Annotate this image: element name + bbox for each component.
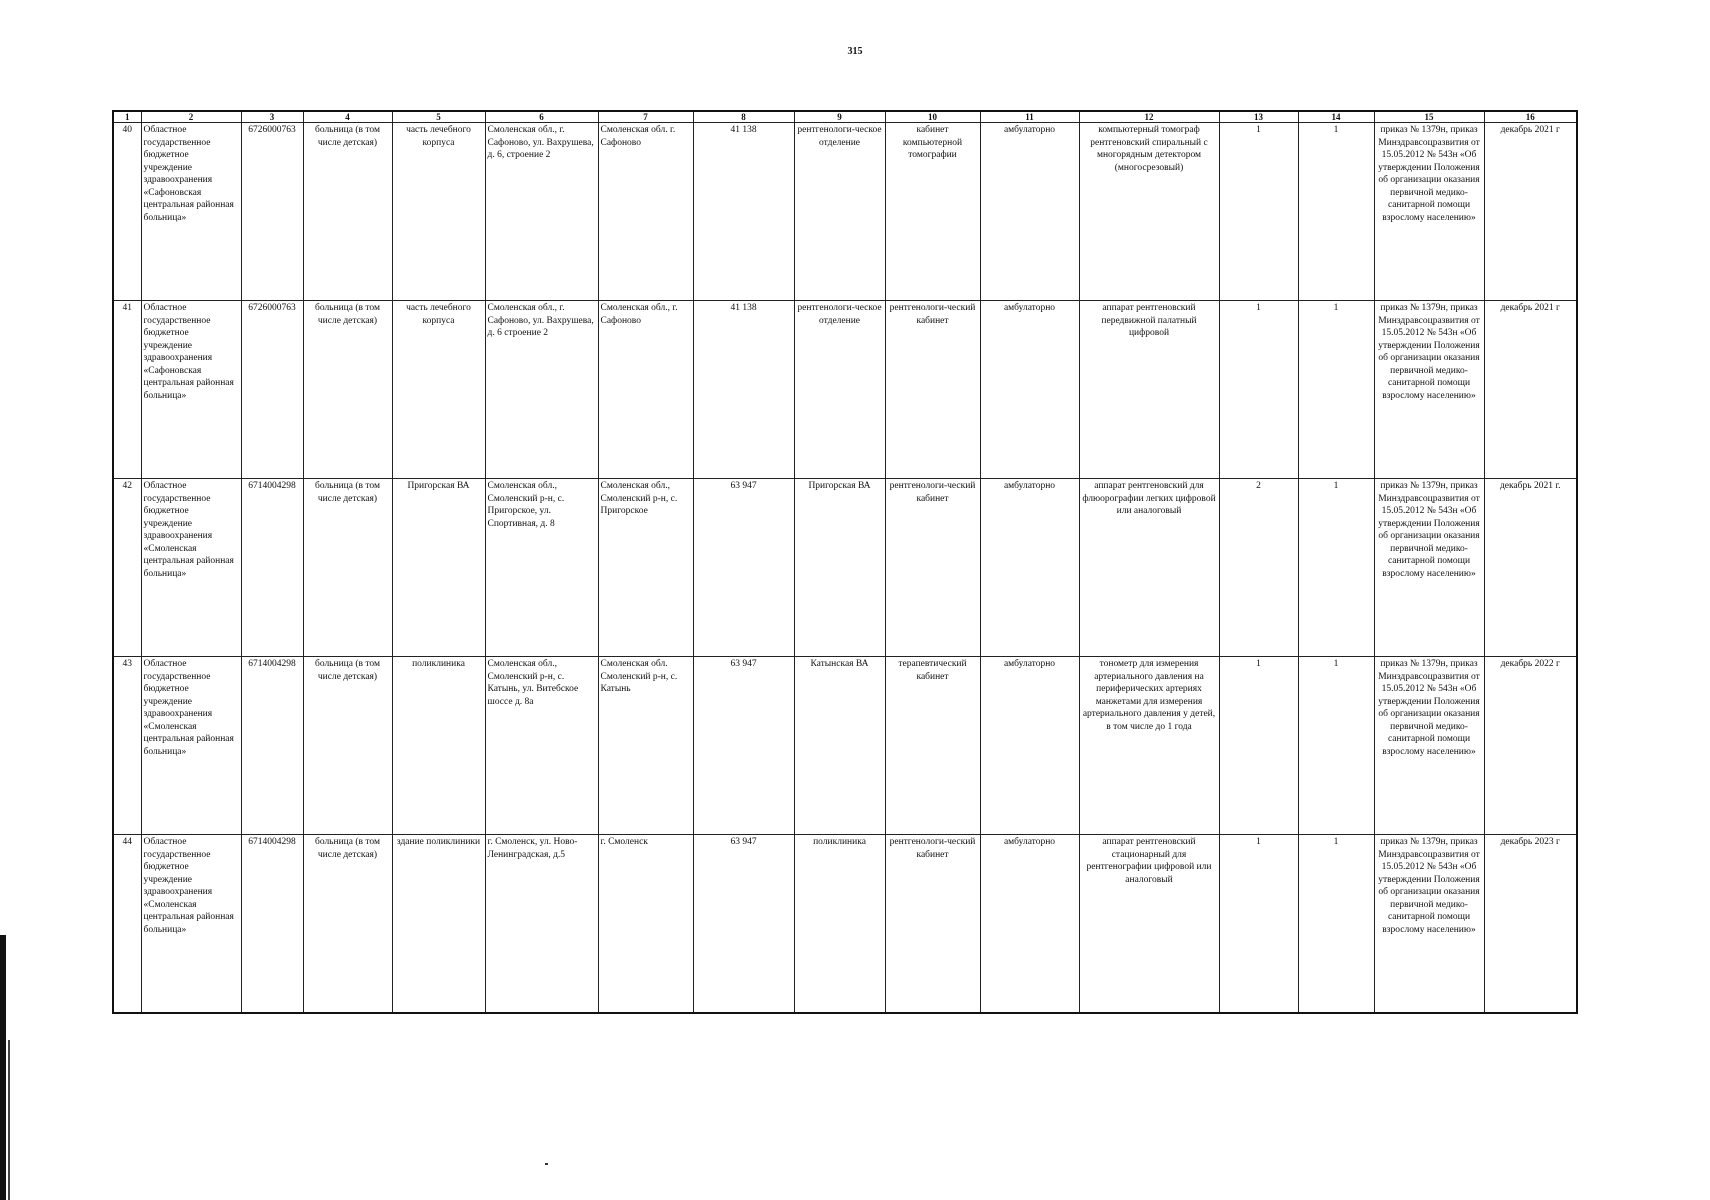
- quantity-13: 1: [1219, 835, 1298, 1014]
- column-number-row: [113, 111, 1577, 123]
- deadline-date: декабрь 2022 г: [1484, 657, 1577, 835]
- building: часть лечебного корпуса: [392, 123, 485, 301]
- row-number: 42: [113, 479, 141, 657]
- unit: Пригорская ВА: [794, 479, 885, 657]
- organization-name: Областное государственное бюджетное учреждение здравоохранения «Сафоновская центральная районная больница»: [141, 301, 241, 479]
- column-header: 3: [241, 111, 303, 123]
- column-header: 1: [113, 111, 141, 123]
- organization-code: 6726000763: [241, 301, 303, 479]
- column-header: 2: [141, 111, 241, 123]
- building: часть лечебного корпуса: [392, 301, 485, 479]
- deadline-date: декабрь 2021 г: [1484, 123, 1577, 301]
- room: рентгенологи-ческий кабинет: [885, 301, 980, 479]
- building: поликлиника: [392, 657, 485, 835]
- organization-name: Областное государственное бюджетное учреждение здравоохранения «Смоленская центральная районная больница»: [141, 657, 241, 835]
- population: 63 947: [693, 479, 794, 657]
- table-row: [113, 835, 1577, 1014]
- population: 63 947: [693, 835, 794, 1014]
- column-header: 8: [693, 111, 794, 123]
- quantity-13: 2: [1219, 479, 1298, 657]
- equipment: тонометр для измерения артериального давления на периферических артериях манжетами для измерения артериального давления у детей, в том числе до 1 года: [1079, 657, 1219, 835]
- organization-name: Областное государственное бюджетное учреждение здравоохранения «Сафоновская центральная районная больница»: [141, 123, 241, 301]
- equipment: аппарат рентгеновский для флюорографии легких цифровой или аналоговый: [1079, 479, 1219, 657]
- population: 41 138: [693, 123, 794, 301]
- facility-type: больница (в том числе детская): [303, 123, 392, 301]
- organization-name: Областное государственное бюджетное учреждение здравоохранения «Смоленская центральная районная больница»: [141, 835, 241, 1014]
- legal-basis: приказ № 1379н, приказ Минздравсоцразвития от 15.05.2012 № 543н «Об утверждении Положения об организации оказания первичной медико-санитарной помощи взрослому населению»: [1374, 301, 1484, 479]
- legal-basis: приказ № 1379н, приказ Минздравсоцразвития от 15.05.2012 № 543н «Об утверждении Положения об организации оказания первичной медико-санитарной помощи взрослому населению»: [1374, 657, 1484, 835]
- quantity-14: 1: [1298, 301, 1374, 479]
- scan-edge-mark: [8, 1040, 10, 1200]
- quantity-14: 1: [1298, 123, 1374, 301]
- room: рентгенологи-ческий кабинет: [885, 479, 980, 657]
- legal-basis: приказ № 1379н, приказ Минздравсоцразвития от 15.05.2012 № 543н «Об утверждении Положения об организации оказания первичной медико-санитарной помощи взрослому населению»: [1374, 479, 1484, 657]
- row-number: 44: [113, 835, 141, 1014]
- facility-type: больница (в том числе детская): [303, 479, 392, 657]
- deadline-date: декабрь 2021 г: [1484, 301, 1577, 479]
- column-header: 11: [980, 111, 1079, 123]
- population: 41 138: [693, 301, 794, 479]
- table-row: [113, 479, 1577, 657]
- organization-code: 6714004298: [241, 657, 303, 835]
- locality: Смоленская обл., Смоленский р-н, с. Пригорское: [598, 479, 693, 657]
- quantity-13: 1: [1219, 301, 1298, 479]
- locality: Смоленская обл. Смоленский р-н, с. Катынь: [598, 657, 693, 835]
- column-header: 9: [794, 111, 885, 123]
- unit: рентгенологи-ческое отделение: [794, 301, 885, 479]
- organization-code: 6726000763: [241, 123, 303, 301]
- quantity-13: 1: [1219, 657, 1298, 835]
- organization-code: 6714004298: [241, 835, 303, 1014]
- row-number: 43: [113, 657, 141, 835]
- table-row: [113, 657, 1577, 835]
- row-number: 41: [113, 301, 141, 479]
- unit: поликлиника: [794, 835, 885, 1014]
- column-header: 6: [485, 111, 598, 123]
- room: рентгенологи-ческий кабинет: [885, 835, 980, 1014]
- table-row: [113, 123, 1577, 301]
- room: терапевтический кабинет: [885, 657, 980, 835]
- column-header: 4: [303, 111, 392, 123]
- equipment: компьютерный томограф рентгеновский спиральный с многорядным детектором (многосрезовый): [1079, 123, 1219, 301]
- address: Смоленская обл., г. Сафоново, ул. Вахрушева, д. 6 строение 2: [485, 301, 598, 479]
- column-header: 13: [1219, 111, 1298, 123]
- legal-basis: приказ № 1379н, приказ Минздравсоцразвития от 15.05.2012 № 543н «Об утверждении Положения об организации оказания первичной медико-санитарной помощи взрослому населению»: [1374, 835, 1484, 1014]
- quantity-14: 1: [1298, 657, 1374, 835]
- equipment-registry-table: [112, 110, 1578, 1014]
- column-header: 7: [598, 111, 693, 123]
- equipment: аппарат рентгеновский передвижной палатный цифровой: [1079, 301, 1219, 479]
- organization-name: Областное государственное бюджетное учреждение здравоохранения «Смоленская центральная районная больница»: [141, 479, 241, 657]
- address: Смоленская обл., г. Сафоново, ул. Вахрушева, д. 6, строение 2: [485, 123, 598, 301]
- legal-basis: приказ № 1379н, приказ Минздравсоцразвития от 15.05.2012 № 543н «Об утверждении Положения об организации оказания первичной медико-санитарной помощи взрослому населению»: [1374, 123, 1484, 301]
- quantity-14: 1: [1298, 835, 1374, 1014]
- address: Смоленская обл., Смоленский р-н, с. Пригорское, ул. Спортивная, д. 8: [485, 479, 598, 657]
- column-header: 5: [392, 111, 485, 123]
- column-header: 16: [1484, 111, 1577, 123]
- deadline-date: декабрь 2023 г: [1484, 835, 1577, 1014]
- scan-edge-mark: [0, 935, 6, 1200]
- care-mode: амбулаторно: [980, 301, 1079, 479]
- care-mode: амбулаторно: [980, 835, 1079, 1014]
- table-row: [113, 301, 1577, 479]
- unit: рентгенологи-ческое отделение: [794, 123, 885, 301]
- facility-type: больница (в том числе детская): [303, 301, 392, 479]
- room: кабинет компьютерной томографии: [885, 123, 980, 301]
- facility-type: больница (в том числе детская): [303, 657, 392, 835]
- row-number: 40: [113, 123, 141, 301]
- population: 63 947: [693, 657, 794, 835]
- quantity-13: 1: [1219, 123, 1298, 301]
- facility-type: больница (в том числе детская): [303, 835, 392, 1014]
- building: Пригорская ВА: [392, 479, 485, 657]
- care-mode: амбулаторно: [980, 123, 1079, 301]
- care-mode: амбулаторно: [980, 657, 1079, 835]
- care-mode: амбулаторно: [980, 479, 1079, 657]
- unit: Катынская ВА: [794, 657, 885, 835]
- address: Смоленская обл., Смоленский р-н, с. Катынь, ул. Витебское шоссе д. 8а: [485, 657, 598, 835]
- column-header: 10: [885, 111, 980, 123]
- column-header: 15: [1374, 111, 1484, 123]
- deadline-date: декабрь 2021 г.: [1484, 479, 1577, 657]
- page-number: 315: [847, 46, 863, 57]
- building: здание поликлиники: [392, 835, 485, 1014]
- address: г. Смоленск, ул. Ново-Ленинградская, д.5: [485, 835, 598, 1014]
- locality: г. Смоленск: [598, 835, 693, 1014]
- locality: Смоленская обл. г. Сафоново: [598, 123, 693, 301]
- quantity-14: 1: [1298, 479, 1374, 657]
- organization-code: 6714004298: [241, 479, 303, 657]
- scan-speck: [545, 1163, 548, 1165]
- equipment: аппарат рентгеновский стационарный для рентгенографии цифровой или аналоговый: [1079, 835, 1219, 1014]
- locality: Смоленская обл., г. Сафоново: [598, 301, 693, 479]
- column-header: 12: [1079, 111, 1219, 123]
- column-header: 14: [1298, 111, 1374, 123]
